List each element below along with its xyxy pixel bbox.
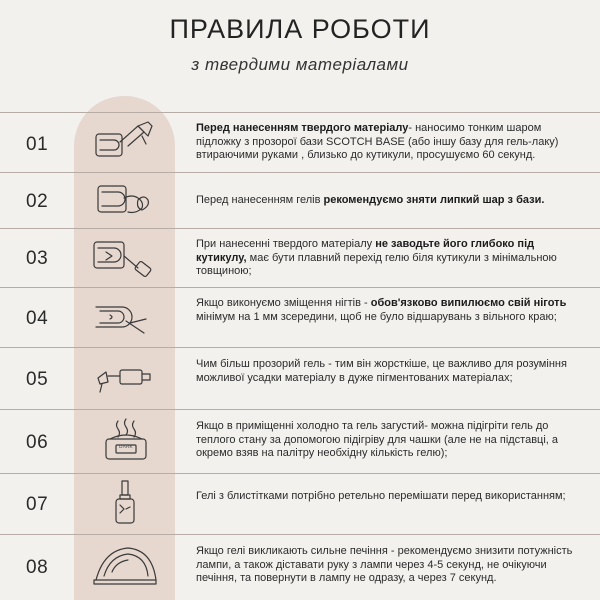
rule-description: [196, 238, 580, 279]
rule-highlight: рекомендуємо зняти липкий шар з бази.: [323, 194, 545, 206]
rule-number: 04: [26, 308, 49, 329]
rule-text: Гелі з блистітками потрібно ретельно перемішати перед використанням;: [196, 490, 566, 502]
rule-number: 07: [26, 494, 49, 515]
rule-description: [196, 194, 580, 208]
rule-number: 08: [26, 557, 49, 578]
rule-text: - наносимо тонким шаром підложку з прозорої бази SCOTCH BASE (або іншу базу для гель-лаку) втираючими руками , близько до кутикули, просушуємо 60 секунд.: [196, 122, 559, 161]
rule-text: Якщо гелі викликають сильне печіння - рекомендуємо знизити потужність лампи, а також діставати руку з лампи через 4-5 секунд, не очікуючи печіння, та повернути в лампу не одразу, а через 7 секунд.: [196, 545, 573, 584]
rule-row-05: [0, 347, 600, 409]
rule-text: Перед нанесенням гелів: [196, 194, 324, 206]
rule-highlight: не заводьте його глибоко під кутикулу,: [196, 238, 535, 264]
rule-text: мінімум на 1 мм зсередини, щоб не було відшарувань з вільного краю;: [196, 310, 557, 323]
warming-cup-icon: [90, 417, 160, 465]
rule-number: 03: [26, 248, 49, 269]
nail-wipe-icon: [90, 176, 160, 224]
page-subtitle: з твердими матеріалами: [191, 55, 409, 74]
rule-row-07: [0, 473, 600, 534]
rule-description: [196, 358, 580, 385]
rule-highlight: Перед нанесенням твердого матеріалу: [196, 122, 409, 134]
rule-text: При нанесенні твердого матеріалу: [196, 238, 376, 250]
rule-row-08: [0, 534, 600, 600]
nail-file-icon: [90, 293, 160, 341]
rule-description: [196, 297, 580, 324]
rule-row-02: [0, 172, 600, 228]
rule-row-01: [0, 112, 600, 172]
rule-row-06: [0, 409, 600, 473]
rule-number: 02: [26, 191, 49, 212]
rule-number: 01: [26, 134, 49, 155]
rule-description: [196, 122, 580, 163]
rule-text: Якщо в приміщенні холодно та гель загустий- можна підігріти гель до теплого стану за допомогою підігріву для чашки (але не на підставці, а окремо взяв на палітру необхідну кількість гелю);: [196, 420, 559, 459]
rule-description: [196, 420, 580, 461]
rule-row-04: [0, 287, 600, 347]
warming-cup-label: DARK: [119, 444, 133, 449]
rule-text: має бути плавний перехід гелю біля кутикули з мінімальною товщиною;: [196, 251, 557, 277]
brush-tube-icon: [90, 354, 160, 402]
rule-row-03: [0, 228, 600, 287]
brush-applying-base-icon: [90, 118, 160, 166]
rule-number: 05: [26, 369, 49, 390]
uv-lamp-icon: [90, 542, 160, 590]
rule-description: [196, 490, 580, 504]
rule-text: Чим більш прозорий гель - тим він жорсткіше, це важливо для розуміння можливої усадки матеріалу в дуже пігментованих матеріалах;: [196, 358, 567, 384]
rule-description: [196, 545, 580, 586]
header: [0, 0, 600, 106]
gel-bottle-icon: [90, 479, 160, 527]
brush-cuticle-icon: [90, 234, 160, 282]
rule-text: Якщо виконуємо зміщення нігтів -: [196, 297, 371, 309]
rule-number: 06: [26, 432, 49, 453]
rule-highlight: обов'язково випилюємо свій ніготь: [370, 297, 567, 309]
page-title: ПРАВИЛА РОБОТИ: [169, 14, 431, 44]
